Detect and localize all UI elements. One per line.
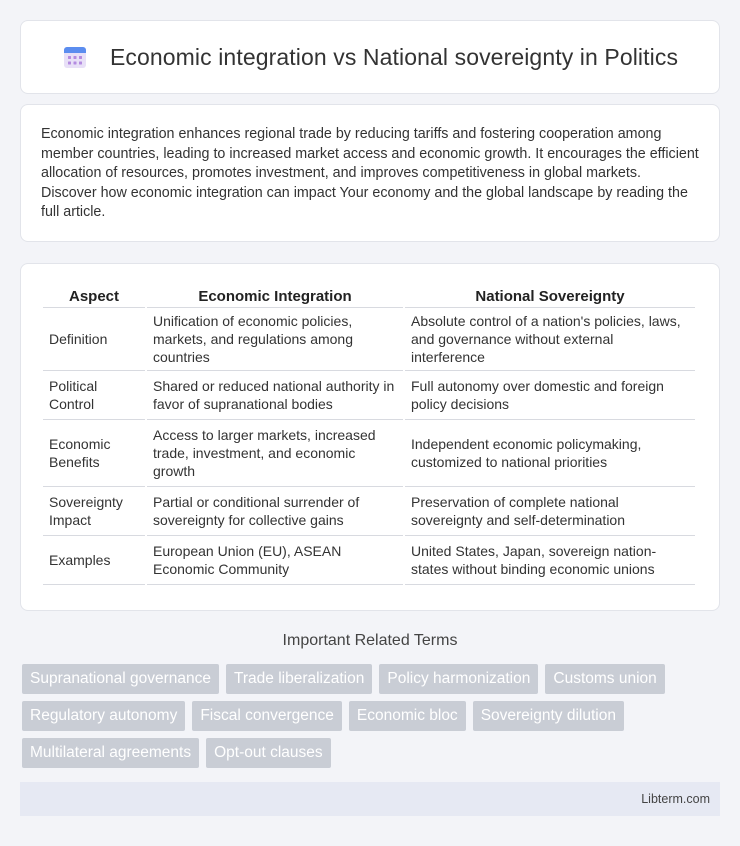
row-national-sovereignty: Absolute control of a nation's policies, laws, and governance without external interference xyxy=(405,308,695,371)
table-header-row xyxy=(43,284,695,308)
intro-text: Economic integration enhances regional trade by reducing tariffs and fostering cooperation among member countries, leading to increased market access and economic growth. It encourages the efficient allocation of resources, promotes investment, and improves competitiveness in global markets. Discover how economic integration can impact Your economy and the global landscape by reading the full article. xyxy=(41,126,699,221)
comparison-table xyxy=(41,284,697,585)
row-economic-integration: European Union (EU), ASEAN Economic Community xyxy=(147,536,403,585)
row-aspect: Definition xyxy=(43,308,145,371)
tag-policy-harmonization[interactable]: Policy harmonization xyxy=(379,664,538,694)
footer xyxy=(20,782,720,816)
comparison-card xyxy=(20,263,720,611)
table-row xyxy=(43,371,695,420)
row-economic-integration: Unification of economic policies, markets, and regulations among countries xyxy=(147,308,403,371)
row-national-sovereignty: United States, Japan, sovereign nation-states without binding economic unions xyxy=(405,536,695,585)
table-row xyxy=(43,536,695,585)
header-national-sovereignty: National Sovereignty xyxy=(405,284,695,308)
tag-sovereignty-dilution[interactable]: Sovereignty dilution xyxy=(473,701,624,731)
header-card xyxy=(20,20,720,94)
header-aspect: Aspect xyxy=(43,284,145,308)
header-economic-integration: Economic Integration xyxy=(147,284,403,308)
row-national-sovereignty: Full autonomy over domestic and foreign policy decisions xyxy=(405,371,695,420)
page-title: Economic integration vs National sovereignty in Politics xyxy=(109,43,679,70)
tag-supranational-governance[interactable]: Supranational governance xyxy=(22,664,219,694)
row-national-sovereignty: Independent economic policymaking, customized to national priorities xyxy=(405,420,695,487)
tag-opt-out-clauses[interactable]: Opt-out clauses xyxy=(206,738,331,768)
tag-customs-union[interactable]: Customs union xyxy=(545,664,664,694)
table-row xyxy=(43,308,695,371)
table-row xyxy=(43,420,695,487)
row-aspect: Examples xyxy=(43,536,145,585)
tag-trade-liberalization[interactable]: Trade liberalization xyxy=(226,664,372,694)
row-aspect: Economic Benefits xyxy=(43,420,145,487)
tag-row xyxy=(22,701,722,731)
row-aspect: Sovereignty Impact xyxy=(43,487,145,536)
related-terms-tags xyxy=(22,664,722,775)
intro-card xyxy=(20,104,720,242)
row-economic-integration: Access to larger markets, increased trade, investment, and economic growth xyxy=(147,420,403,487)
tag-multilateral-agreements[interactable]: Multilateral agreements xyxy=(22,738,199,768)
tag-economic-bloc[interactable]: Economic bloc xyxy=(349,701,466,731)
calendar-icon xyxy=(62,44,88,70)
footer-site-link[interactable]: Libterm.com xyxy=(641,792,710,806)
tag-fiscal-convergence[interactable]: Fiscal convergence xyxy=(192,701,342,731)
tag-row xyxy=(22,664,722,694)
tag-regulatory-autonomy[interactable]: Regulatory autonomy xyxy=(22,701,185,731)
row-national-sovereignty: Preservation of complete national sovereignty and self-determination xyxy=(405,487,695,536)
tag-row xyxy=(22,738,722,768)
row-economic-integration: Partial or conditional surrender of sovereignty for collective gains xyxy=(147,487,403,536)
related-terms-title: Important Related Terms xyxy=(282,632,458,649)
table-row xyxy=(43,487,695,536)
row-economic-integration: Shared or reduced national authority in favor of supranational bodies xyxy=(147,371,403,420)
row-aspect: Political Control xyxy=(43,371,145,420)
